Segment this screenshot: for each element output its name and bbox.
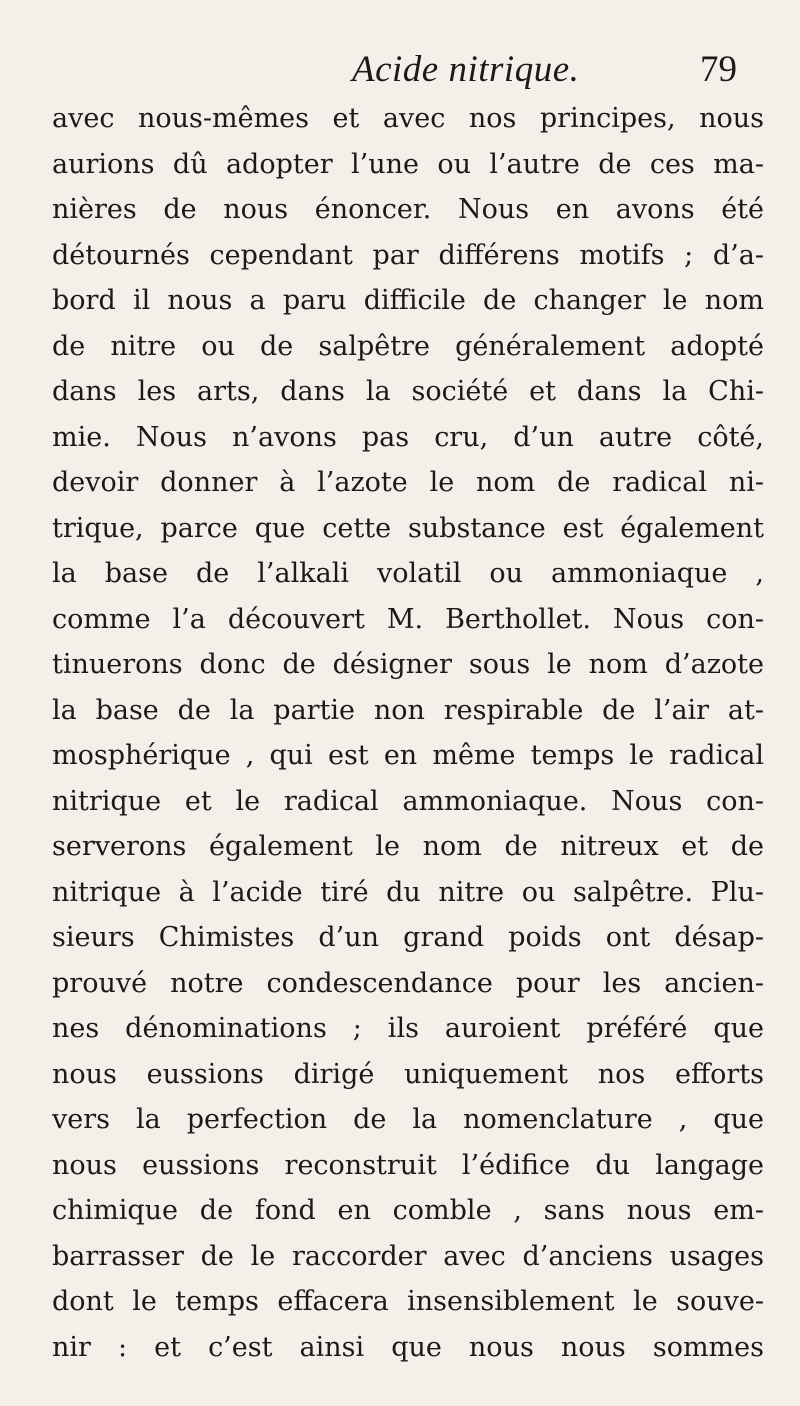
text-line: barrasser de le raccorder avec d’anciens usages [52, 1240, 764, 1272]
body-text [52, 96, 764, 1370]
text-line: avec nous-mêmes et avec nos principes, nous [52, 103, 764, 134]
text-line: trique, parce que cette substance est également [52, 512, 764, 544]
text-line: nitrique à l’acide tiré du nitre ou salpêtre. Plu- [52, 876, 764, 908]
text-line: nous eussions dirigé uniquement nos efforts [52, 1058, 764, 1090]
text-line: dont le temps effacera insensiblement le souve- [52, 1286, 764, 1317]
text-line: bord il nous a paru difficile de changer le nom [52, 285, 764, 316]
running-title: Acide nitrique. [352, 49, 580, 90]
page-number: 79 [700, 49, 737, 90]
text-line: aurions dû adopter l’une ou l’autre de ces ma- [52, 148, 764, 180]
text-line: nous eussions reconstruit l’édifice du langage [52, 1149, 764, 1181]
text-line: sieurs Chimistes d’un grand poids ont désap- [52, 922, 764, 953]
text-line: détournés cependant par différens motifs ; d’a- [52, 239, 764, 271]
text-line: mie. Nous n’avons pas cru, d’un autre côté, [52, 421, 764, 453]
text-line: serverons également le nom de nitreux et de [52, 831, 764, 862]
text-line: devoir donner à l’azote le nom de radical ni- [52, 467, 764, 498]
page-header [0, 48, 800, 98]
text-line: nières de nous énoncer. Nous en avons été [52, 194, 764, 225]
text-line: mosphérique , qui est en même temps le radical [52, 740, 764, 771]
text-line: la base de l’alkali volatil ou ammoniaque , [52, 558, 764, 589]
text-line: dans les arts, dans la société et dans la Chi- [52, 376, 764, 407]
text-line: nes dénominations ; ils auroient préféré que [52, 1013, 764, 1044]
text-line: prouvé notre condescendance pour les ancien- [52, 967, 764, 999]
text-line: la base de la partie non respirable de l’air at- [52, 694, 764, 726]
text-line: vers la perfection de la nomenclature , que [52, 1104, 764, 1135]
text-line: comme l’a découvert M. Berthollet. Nous con- [52, 603, 764, 635]
text-line: nir : et c’est ainsi que nous nous sommes [52, 1331, 764, 1363]
text-line: tinuerons donc de désigner sous le nom d’azote [52, 649, 764, 680]
text-line: de nitre ou de salpêtre généralement adopté [52, 330, 764, 362]
text-line: nitrique et le radical ammoniaque. Nous con- [52, 785, 764, 817]
text-line: chimique de fond en comble , sans nous em- [52, 1195, 764, 1226]
